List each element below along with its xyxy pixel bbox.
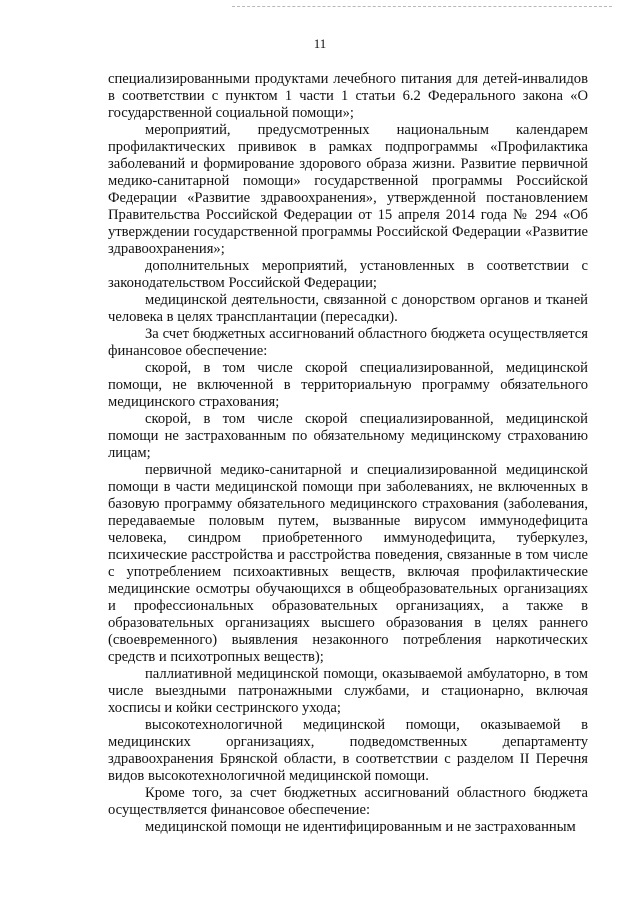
paragraph: дополнительных мероприятий, установленных в соответствии с законодательством Российской Федерации; (108, 258, 588, 291)
paragraph: мероприятий, предусмотренных национальным календарем профилактических прививок в рамках подпрограммы «Профилактика заболеваний и формирование здорового образа жизни. Развитие первичной медико-санитарной помощи» государственной программы Российской Федерации «Развитие здравоохранения», утвержденной постановлением Правительства Российской Федерации от 15 апреля 2014 года № 294 «Об утверждении государственной программы Российской Федерации «Развитие здравоохранения»; (108, 122, 588, 257)
paragraph: медицинской помощи не идентифицированным и не застрахованным (145, 819, 576, 835)
paragraph: скорой, в том числе скорой специализированной, медицинской помощи не застрахованным по обязательному медицинскому страхованию лицам; (108, 411, 588, 461)
paragraph: За счет бюджетных ассигнований областного бюджета осуществляется финансовое обеспечение: (108, 326, 588, 359)
paragraph: специализированными продуктами лечебного питания для детей-инвалидов в соответствии с пунктом 1 части 1 статьи 6.2 Федерального закона «О государственной социальной помощи»; (108, 71, 588, 121)
paragraph: медицинской деятельности, связанной с донорством органов и тканей человека в целях трансплантации (пересадки). (108, 292, 588, 325)
paragraph: паллиативной медицинской помощи, оказываемой амбулаторно, в том числе выездными патронажными службами, и стационарно, включая хосписы и койки сестринского ухода; (108, 666, 588, 716)
page-number: 11 (313, 36, 327, 51)
paragraph: скорой, в том числе скорой специализированной, медицинской помощи, не включенной в территориальную программу обязательного медицинского страхования; (108, 360, 588, 410)
paragraph: Кроме того, за счет бюджетных ассигнований областного бюджета осуществляется финансовое обеспечение: (108, 785, 588, 818)
paragraph: первичной медико-санитарной и специализированной медицинской помощи в части медицинской помощи при заболеваниях, не включенных в базовую программу обязательного медицинского страхования (заболевания, передаваемые половым путем, вызванные вирусом иммунодефицита человека, синдром приобретенного иммунодефицита, туберкулез, психические расстройства и расстройства поведения, связанные в том числе с употреблением психоактивных веществ, включая профилактические медицинские осмотры обучающихся в общеобразовательных организациях и профессиональных образовательных организациях, а также в образовательных организациях высшего образования в целях раннего (своевременного) выявления незаконного потребления наркотических средств и психотропных веществ); (108, 462, 588, 665)
document-body (108, 71, 588, 836)
paragraph: высокотехнологичной медицинской помощи, оказываемой в медицинских организациях, подведомственных департаменту здравоохранения Брянской области, в соответствии с разделом II Перечня видов высокотехнологичной медицинской помощи. (108, 717, 588, 784)
scan-edge-mark (232, 6, 612, 7)
